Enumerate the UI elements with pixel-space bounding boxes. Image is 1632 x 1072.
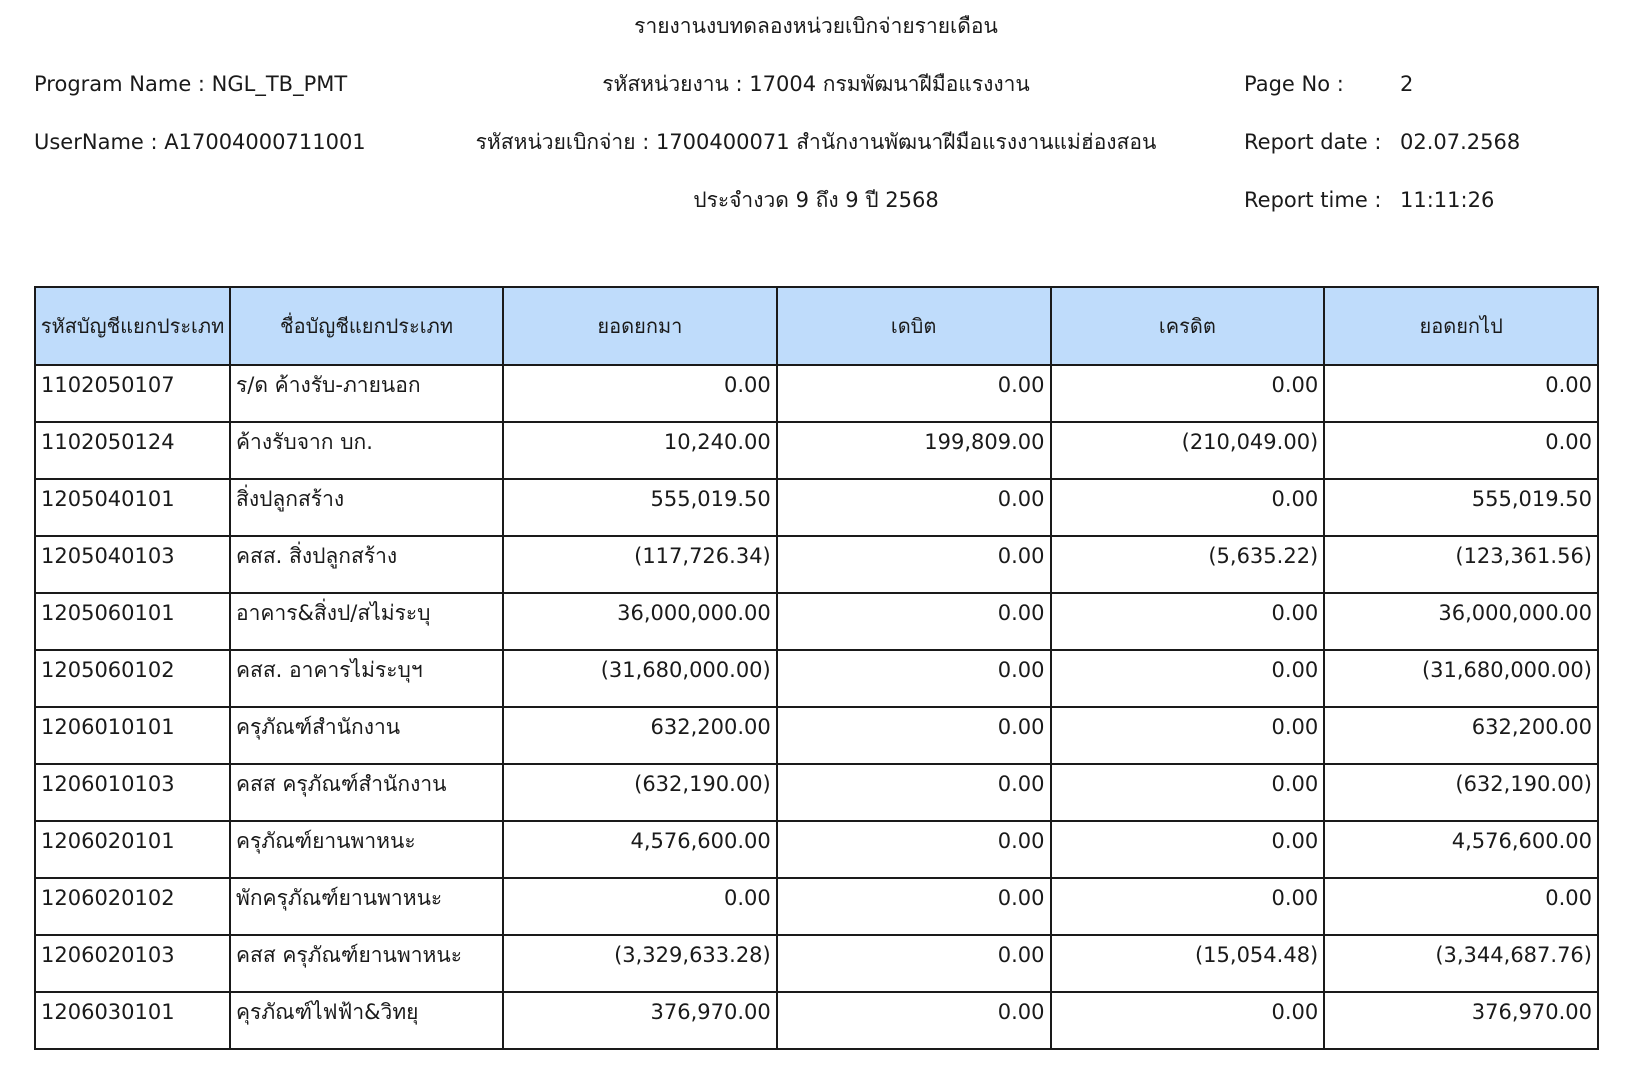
cell-account-code: 1102050107 — [35, 365, 230, 422]
cell-opening-balance: 0.00 — [503, 365, 777, 422]
cell-account-name: คสส ครุภัณฑ์สำนักงาน — [230, 764, 503, 821]
cell-credit: (15,054.48) — [1051, 935, 1325, 992]
header-account-code: รหัสบัญชีแยกประเภท — [35, 287, 230, 365]
table-row — [35, 935, 1598, 992]
cell-account-code: 1205040101 — [35, 479, 230, 536]
table-row — [35, 764, 1598, 821]
disbursing-unit: รหัสหน่วยเบิกจ่าย : 1700400071 สำนักงานพัฒนาฝีมือแรงงานแม่ฮ่องสอน — [475, 130, 1157, 154]
cell-credit: 0.00 — [1051, 650, 1325, 707]
table-header-row — [35, 287, 1598, 365]
cell-debit: 0.00 — [777, 935, 1051, 992]
cell-account-code: 1102050124 — [35, 422, 230, 479]
cell-credit: 0.00 — [1051, 365, 1325, 422]
cell-closing-balance: (31,680,000.00) — [1324, 650, 1598, 707]
cell-debit: 0.00 — [777, 365, 1051, 422]
cell-account-name: ร/ด ค้างรับ-ภายนอก — [230, 365, 503, 422]
cell-debit: 0.00 — [777, 821, 1051, 878]
cell-credit: 0.00 — [1051, 992, 1325, 1049]
program-name: Program Name : NGL_TB_PMT — [34, 72, 348, 96]
cell-credit: 0.00 — [1051, 764, 1325, 821]
cell-credit: 0.00 — [1051, 479, 1325, 536]
cell-opening-balance: 555,019.50 — [503, 479, 777, 536]
cell-debit: 0.00 — [777, 992, 1051, 1049]
table-row — [35, 878, 1598, 935]
table-row — [35, 593, 1598, 650]
table-row — [35, 707, 1598, 764]
report-time-label: Report time : — [1244, 188, 1382, 212]
cell-closing-balance: 0.00 — [1324, 422, 1598, 479]
cell-debit: 0.00 — [777, 536, 1051, 593]
cell-account-name: คุรภัณฑ์ไฟฟ้า&วิทยุ — [230, 992, 503, 1049]
cell-closing-balance: (632,190.00) — [1324, 764, 1598, 821]
cell-debit: 0.00 — [777, 650, 1051, 707]
cell-account-code: 1205040103 — [35, 536, 230, 593]
cell-account-code: 1205060102 — [35, 650, 230, 707]
cell-credit: 0.00 — [1051, 593, 1325, 650]
cell-account-name: คสส. สิ่งปลูกสร้าง — [230, 536, 503, 593]
table-row — [35, 365, 1598, 422]
cell-closing-balance: 555,019.50 — [1324, 479, 1598, 536]
cell-account-code: 1205060101 — [35, 593, 230, 650]
cell-account-name: ครุภัณฑ์ยานพาหนะ — [230, 821, 503, 878]
table-row — [35, 536, 1598, 593]
cell-credit: 0.00 — [1051, 878, 1325, 935]
table-row — [35, 992, 1598, 1049]
cell-debit: 0.00 — [777, 479, 1051, 536]
header-closing-balance: ยอดยกไป — [1324, 287, 1598, 365]
cell-account-code: 1206010103 — [35, 764, 230, 821]
cell-account-name: พักครุภัณฑ์ยานพาหนะ — [230, 878, 503, 935]
agency-code: รหัสหน่วยงาน : 17004 กรมพัฒนาฝีมือแรงงาน — [602, 72, 1030, 96]
header-debit: เดบิต — [777, 287, 1051, 365]
cell-closing-balance: 376,970.00 — [1324, 992, 1598, 1049]
table-row — [35, 422, 1598, 479]
cell-account-code: 1206020101 — [35, 821, 230, 878]
trial-balance-table — [34, 286, 1599, 1050]
cell-opening-balance: 10,240.00 — [503, 422, 777, 479]
cell-account-name: คสส ครุภัณฑ์ยานพาหนะ — [230, 935, 503, 992]
cell-closing-balance: 0.00 — [1324, 365, 1598, 422]
cell-debit: 0.00 — [777, 707, 1051, 764]
cell-credit: 0.00 — [1051, 707, 1325, 764]
cell-opening-balance: 4,576,600.00 — [503, 821, 777, 878]
cell-closing-balance: (123,361.56) — [1324, 536, 1598, 593]
cell-closing-balance: 4,576,600.00 — [1324, 821, 1598, 878]
cell-account-code: 1206020103 — [35, 935, 230, 992]
header-credit: เครดิต — [1051, 287, 1325, 365]
cell-account-code: 1206030101 — [35, 992, 230, 1049]
page-no-label: Page No : — [1244, 72, 1344, 96]
cell-opening-balance: 0.00 — [503, 878, 777, 935]
cell-credit: 0.00 — [1051, 821, 1325, 878]
header-opening-balance: ยอดยกมา — [503, 287, 777, 365]
cell-opening-balance: (3,329,633.28) — [503, 935, 777, 992]
cell-credit: (5,635.22) — [1051, 536, 1325, 593]
cell-closing-balance: 632,200.00 — [1324, 707, 1598, 764]
cell-opening-balance: (632,190.00) — [503, 764, 777, 821]
cell-closing-balance: 0.00 — [1324, 878, 1598, 935]
report-title: รายงานงบทดลองหน่วยเบิกจ่ายรายเดือน — [634, 14, 998, 38]
cell-closing-balance: (3,344,687.76) — [1324, 935, 1598, 992]
report-period: ประจำงวด 9 ถึง 9 ปี 2568 — [693, 188, 939, 212]
cell-account-name: อาคาร&สิ่งป/สไม่ระบุ — [230, 593, 503, 650]
cell-account-name: สิ่งปลูกสร้าง — [230, 479, 503, 536]
report-time-value: 11:11:26 — [1400, 188, 1495, 212]
cell-opening-balance: (117,726.34) — [503, 536, 777, 593]
table-row — [35, 821, 1598, 878]
cell-account-code: 1206020102 — [35, 878, 230, 935]
cell-opening-balance: (31,680,000.00) — [503, 650, 777, 707]
cell-account-code: 1206010101 — [35, 707, 230, 764]
cell-opening-balance: 36,000,000.00 — [503, 593, 777, 650]
cell-credit: (210,049.00) — [1051, 422, 1325, 479]
cell-account-name: ครุภัณฑ์สำนักงาน — [230, 707, 503, 764]
cell-opening-balance: 376,970.00 — [503, 992, 777, 1049]
cell-opening-balance: 632,200.00 — [503, 707, 777, 764]
table-row — [35, 479, 1598, 536]
report-date-value: 02.07.2568 — [1400, 130, 1521, 154]
header-account-name: ชื่อบัญชีแยกประเภท — [230, 287, 503, 365]
cell-account-name: คสส. อาคารไม่ระบุฯ — [230, 650, 503, 707]
username: UserName : A17004000711001 — [34, 130, 366, 154]
cell-account-name: ค้างรับจาก บก. — [230, 422, 503, 479]
cell-debit: 0.00 — [777, 764, 1051, 821]
cell-closing-balance: 36,000,000.00 — [1324, 593, 1598, 650]
page-no-value: 2 — [1400, 72, 1414, 96]
table-row — [35, 650, 1598, 707]
report-date-label: Report date : — [1244, 130, 1382, 154]
cell-debit: 199,809.00 — [777, 422, 1051, 479]
cell-debit: 0.00 — [777, 593, 1051, 650]
cell-debit: 0.00 — [777, 878, 1051, 935]
